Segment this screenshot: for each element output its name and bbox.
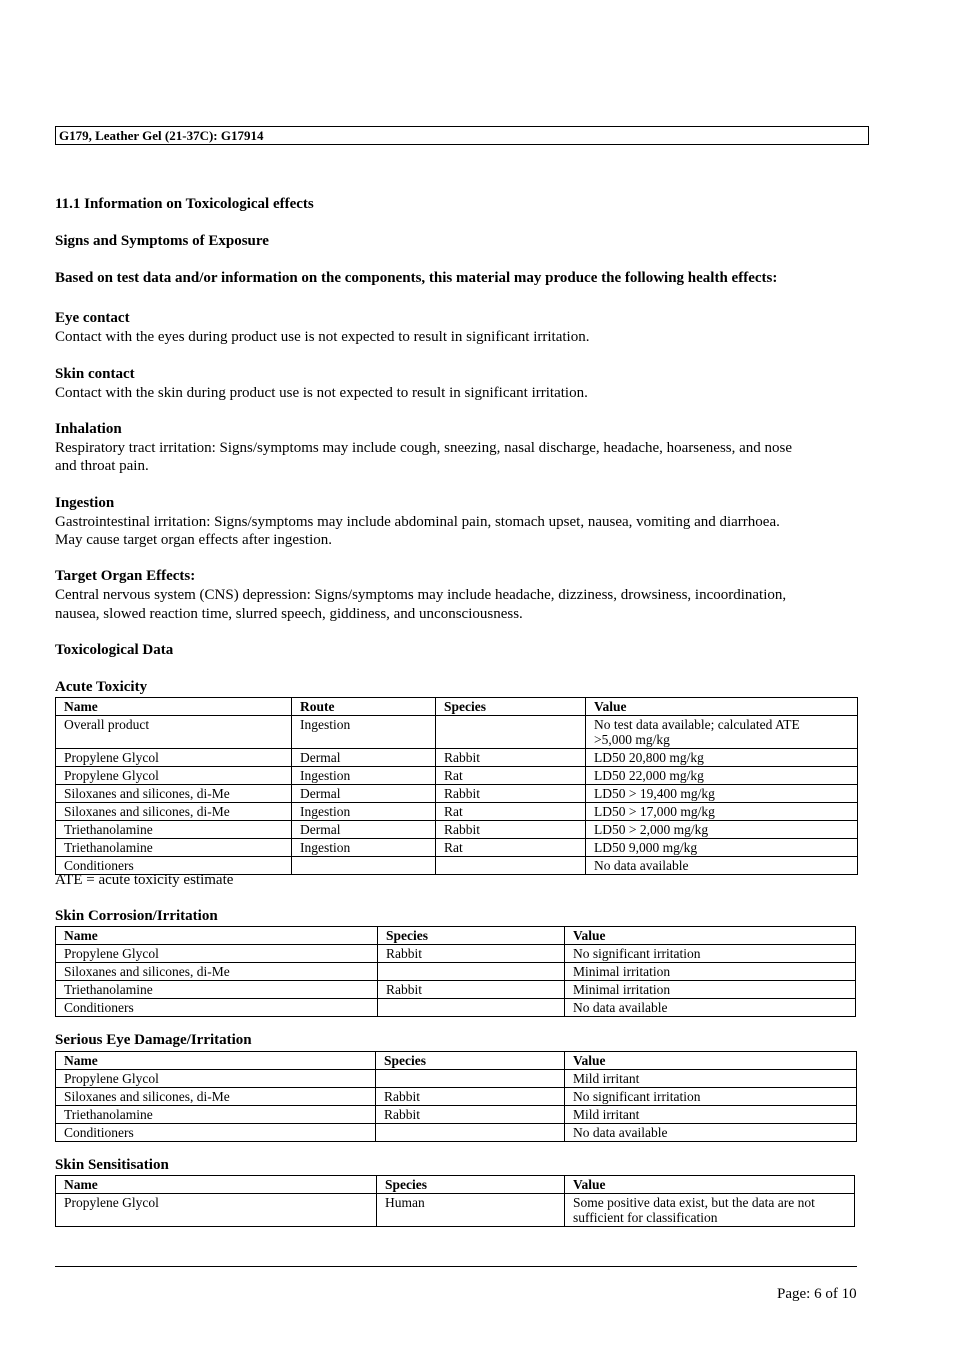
col-species-header: Species [436,698,586,716]
cell-value [565,1194,855,1227]
cell-name: Propylene Glycol [56,749,292,767]
cell-value-line2: >5,000 mg/kg [594,732,670,747]
cell-route [292,857,436,875]
cell-species: Rat [436,803,586,821]
inhalation-text-line1: Respiratory tract irritation: Signs/symptoms may include cough, sneezing, nasal discharge, headache, hoarseness, and nose [55,440,793,456]
table-header-row [56,1052,857,1070]
col-name-header: Name [56,1176,377,1194]
cell-value-line1: Some positive data exist, but the data are not [573,1195,815,1210]
col-value-header: Value [565,927,856,945]
cell-name: Propylene Glycol [56,945,378,963]
cell-name: Conditioners [56,1124,376,1142]
table-row [56,1124,857,1142]
cell-name: Triethanolamine [56,821,292,839]
skin-contact-heading: Skin contact [55,366,135,382]
cell-name: Siloxanes and silicones, di-Me [56,1088,376,1106]
skin-corrosion-table [55,926,856,1017]
table-row [56,785,858,803]
table-row [56,821,858,839]
cell-species: Rabbit [378,981,565,999]
cell-value-line2: sufficient for classification [573,1210,718,1225]
col-species-header: Species [378,927,565,945]
footer-divider [55,1266,857,1267]
table-row [56,981,856,999]
ingestion-text-line1: Gastrointestinal irritation: Signs/symptoms may include abdominal pain, stomach upset, nausea, vomiting and diarrhoea. [55,514,780,530]
skin-sensitisation-table [55,1175,855,1227]
skin-contact-text: Contact with the skin during product use is not expected to result in significant irritation. [55,385,588,401]
cell-species: Human [377,1194,565,1227]
cell-species [376,1070,565,1088]
col-value-header: Value [565,1052,857,1070]
cell-value: LD50 > 17,000 mg/kg [586,803,858,821]
table-row [56,999,856,1017]
cell-name: Conditioners [56,857,292,875]
cell-value: Mild irritant [565,1070,857,1088]
cell-value: LD50 9,000 mg/kg [586,839,858,857]
cell-value: No data available [565,1124,857,1142]
cell-species [376,1124,565,1142]
col-name-header: Name [56,1052,376,1070]
col-value-header: Value [586,698,858,716]
col-route-header: Route [292,698,436,716]
cell-value: No data available [565,999,856,1017]
cell-species: Rabbit [436,785,586,803]
cell-name: Siloxanes and silicones, di-Me [56,963,378,981]
cell-species: Rat [436,839,586,857]
toxicological-data-heading: Toxicological Data [55,642,174,658]
cell-value: LD50 > 2,000 mg/kg [586,821,858,839]
cell-value: Minimal irritation [565,981,856,999]
cell-species: Rabbit [376,1106,565,1124]
acute-toxicity-title: Acute Toxicity [55,679,148,695]
cell-route: Ingestion [292,767,436,785]
target-organ-heading: Target Organ Effects: [55,568,196,584]
cell-value-line1: No test data available; calculated ATE [594,717,800,732]
col-value-header: Value [565,1176,855,1194]
cell-route: Dermal [292,749,436,767]
skin-corrosion-title: Skin Corrosion/Irritation [55,908,218,924]
cell-species: Rat [436,767,586,785]
cell-route: Dermal [292,785,436,803]
skin-sensitisation-title: Skin Sensitisation [55,1157,169,1173]
table-row [56,1088,857,1106]
cell-route: Ingestion [292,716,436,749]
table-row [56,1070,857,1088]
col-name-header: Name [56,927,378,945]
col-species-header: Species [376,1052,565,1070]
page-number: Page: 6 of 10 [777,1286,857,1302]
ate-footnote: ATE = acute toxicity estimate [55,872,234,888]
cell-name: Propylene Glycol [56,767,292,785]
col-name-header: Name [56,698,292,716]
acute-toxicity-table [55,697,858,875]
cell-species: Rabbit [376,1088,565,1106]
table-row [56,945,856,963]
table-row [56,963,856,981]
target-organ-text-line1: Central nervous system (CNS) depression: Signs/symptoms may include headache, dizziness, drowsiness, incoordination, [55,587,787,603]
table-header-row [56,927,856,945]
table-row [56,767,858,785]
cell-name: Siloxanes and silicones, di-Me [56,785,292,803]
table-row [56,716,858,749]
cell-route: Ingestion [292,803,436,821]
cell-value: No significant irritation [565,1088,857,1106]
cell-value: LD50 22,000 mg/kg [586,767,858,785]
cell-value: No significant irritation [565,945,856,963]
cell-name: Propylene Glycol [56,1194,377,1227]
table-row [56,803,858,821]
section-title: 11.1 Information on Toxicological effects [55,196,314,212]
cell-value: No data available [586,857,858,875]
cell-value: Mild irritant [565,1106,857,1124]
eye-damage-table [55,1051,857,1142]
ingestion-heading: Ingestion [55,495,115,511]
cell-name: Propylene Glycol [56,1070,376,1088]
inhalation-text-line2: and throat pain. [55,458,149,474]
table-row [56,749,858,767]
eye-contact-text: Contact with the eyes during product use is not expected to result in significant irritation. [55,329,590,345]
table-row [56,1106,857,1124]
cell-species: Rabbit [436,821,586,839]
signs-heading: Signs and Symptoms of Exposure [55,233,269,249]
cell-species [436,857,586,875]
cell-value: Minimal irritation [565,963,856,981]
eye-contact-heading: Eye contact [55,310,130,326]
cell-value: LD50 20,800 mg/kg [586,749,858,767]
eye-damage-title: Serious Eye Damage/Irritation [55,1032,252,1048]
intro-text: Based on test data and/or information on the components, this material may produce the following health effects: [55,270,778,286]
cell-name: Overall product [56,716,292,749]
table-header-row [56,1176,855,1194]
cell-species: Rabbit [378,945,565,963]
cell-name: Triethanolamine [56,839,292,857]
table-row [56,839,858,857]
table-row [56,1194,855,1227]
cell-route: Ingestion [292,839,436,857]
cell-species [378,999,565,1017]
ingestion-text-line2: May cause target organ effects after ingestion. [55,532,332,548]
document-header: G179, Leather Gel (21-37C): G17914 [55,126,869,145]
cell-species [436,716,586,749]
cell-name: Conditioners [56,999,378,1017]
cell-route: Dermal [292,821,436,839]
cell-name: Triethanolamine [56,1106,376,1124]
cell-name: Siloxanes and silicones, di-Me [56,803,292,821]
cell-species [378,963,565,981]
cell-value [586,716,858,749]
target-organ-text-line2: nausea, slowed reaction time, slurred speech, giddiness, and unconsciousness. [55,606,523,622]
inhalation-heading: Inhalation [55,421,122,437]
cell-name: Triethanolamine [56,981,378,999]
cell-value: LD50 > 19,400 mg/kg [586,785,858,803]
col-species-header: Species [377,1176,565,1194]
cell-species: Rabbit [436,749,586,767]
table-header-row [56,698,858,716]
